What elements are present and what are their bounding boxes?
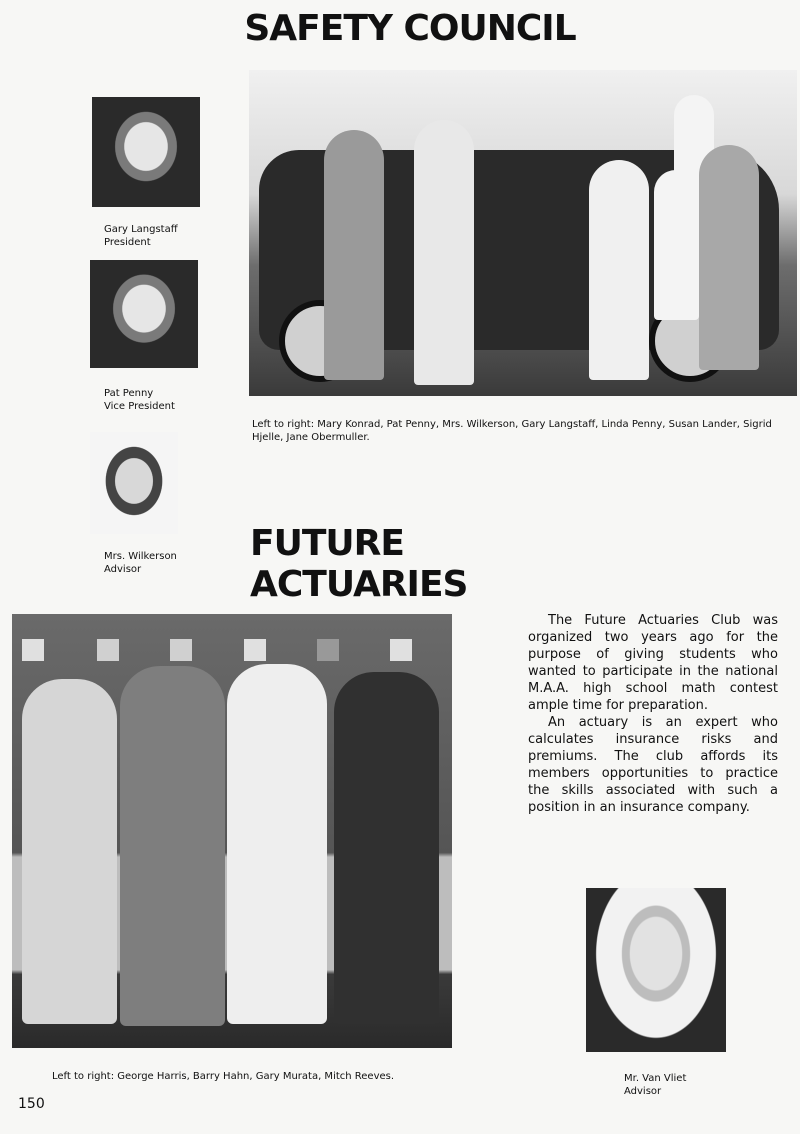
future-actuaries-group-photo	[12, 614, 452, 1048]
advisor-caption	[624, 1072, 686, 1098]
officer-role: Vice President	[104, 401, 175, 412]
officer-role: Advisor	[104, 564, 142, 575]
portrait-mrs-wilkerson	[90, 432, 178, 534]
building-window	[244, 639, 266, 661]
officer-caption-president	[104, 223, 178, 249]
person-figure	[414, 120, 474, 385]
person-figure	[589, 160, 649, 380]
person-figure	[324, 130, 384, 380]
officer-caption-advisor	[104, 550, 177, 576]
future-actuaries-title: FUTURE ACTUARIES	[250, 523, 468, 605]
portrait-mr-van-vliet	[586, 888, 726, 1052]
advisor-role: Advisor	[624, 1086, 662, 1097]
future-actuaries-group-caption: Left to right: George Harris, Barry Hahn, Gary Murata, Mitch Reeves.	[52, 1071, 395, 1082]
person-figure	[120, 666, 225, 1026]
description-paragraph: The Future Actuaries Club was organized two years ago for the purpose of giving students who wanted to participate in the national M.A.A. high school math contest ample time for preparation.	[528, 613, 778, 713]
safety-council-group-caption: Left to right: Mary Konrad, Pat Penny, Mrs. Wilkerson, Gary Langstaff, Linda Penny, Susan Lander, Sigrid Hjelle, Jane Obermuller.	[252, 419, 772, 443]
building-window	[317, 639, 339, 661]
person-figure	[699, 145, 759, 370]
building-window	[22, 639, 44, 661]
officer-name: Mrs. Wilkerson	[104, 551, 177, 562]
officer-name: Pat Penny	[104, 388, 154, 399]
page-number: 150	[18, 1096, 45, 1112]
portrait-gary-langstaff	[92, 97, 200, 207]
officer-name: Gary Langstaff	[104, 224, 178, 235]
building-window	[97, 639, 119, 661]
safety-council-title: SAFETY COUNCIL	[244, 8, 576, 49]
person-figure	[227, 664, 327, 1024]
safety-council-group-photo	[249, 70, 797, 396]
future-actuaries-description	[528, 612, 778, 816]
person-figure	[334, 672, 439, 1024]
officer-caption-vice-president	[104, 387, 175, 413]
building-window	[170, 639, 192, 661]
building-window	[390, 639, 412, 661]
portrait-pat-penny	[90, 260, 198, 368]
description-paragraph: An actuary is an expert who calculates insurance risks and premiums. The club affords its members opportunities to practice the skills associated with such a position in an insurance company.	[528, 715, 778, 815]
person-figure	[22, 679, 117, 1024]
officer-role: President	[104, 237, 151, 248]
advisor-name: Mr. Van Vliet	[624, 1073, 687, 1084]
